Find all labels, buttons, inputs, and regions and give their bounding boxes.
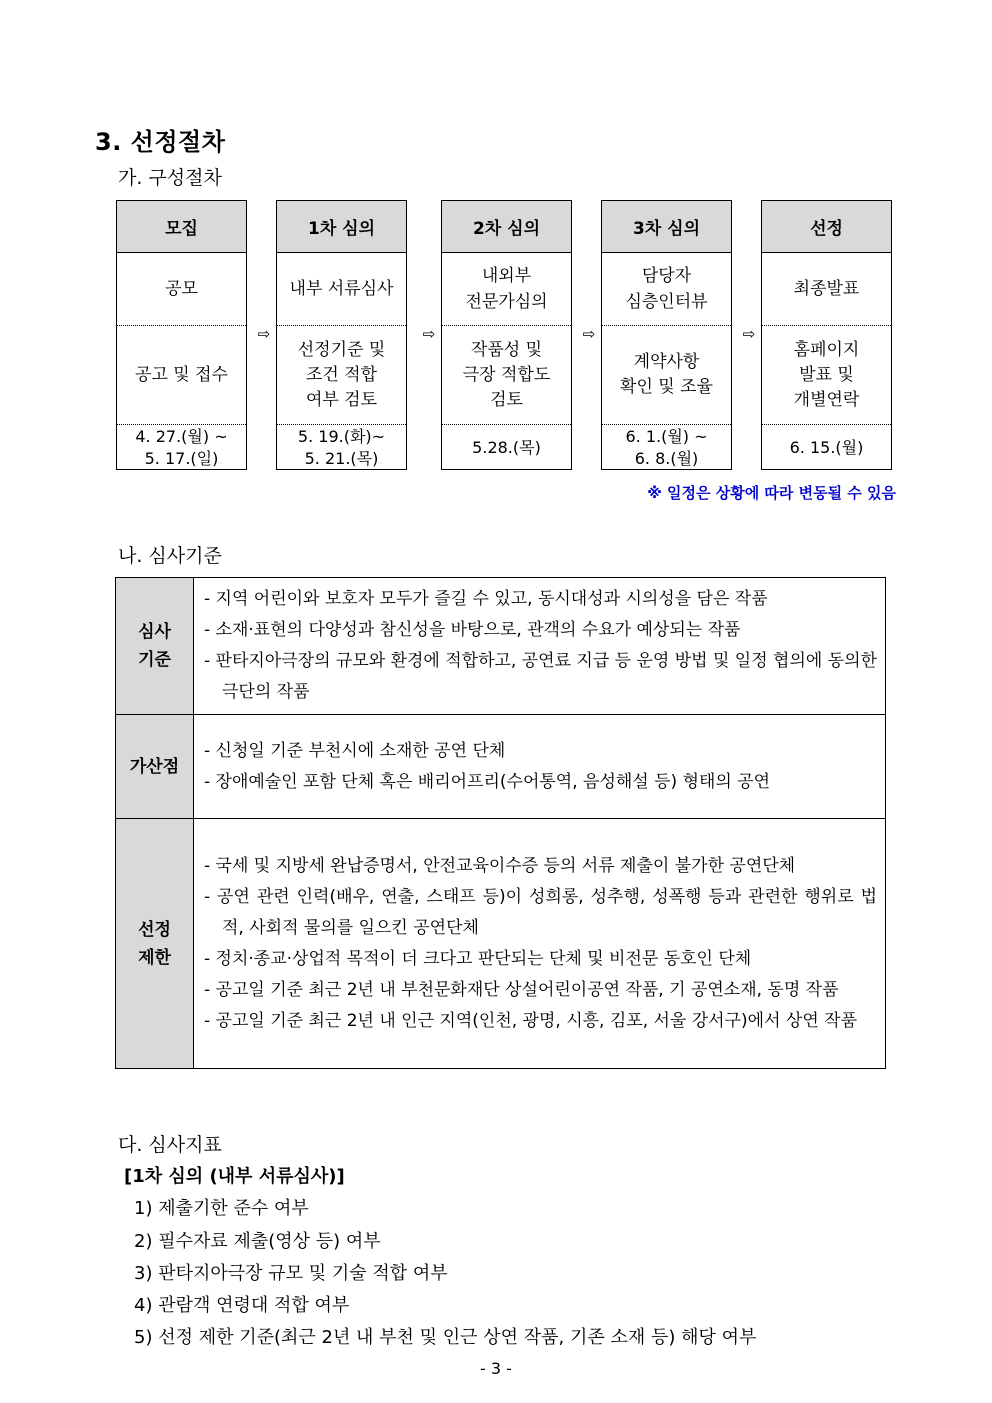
stage-date: 4. 27.(월) ~ 5. 17.(일)	[135, 427, 228, 468]
stage-row1: 최종발표	[762, 253, 891, 326]
criteria-row-restriction	[116, 819, 886, 1069]
stage-date: 5. 19.(화)~ 5. 21.(목)	[297, 427, 386, 468]
stage-row1: 내부 서류심사	[277, 253, 406, 326]
criteria-item: - 공고일 기준 최근 2년 내 인근 지역(인천, 광명, 시흥, 김포, 서울 강서구)에서 상연 작품	[204, 1010, 857, 1031]
arrow-icon: ⇨	[257, 325, 271, 343]
criteria-label: 가산점	[116, 715, 194, 819]
stage-selection	[761, 200, 892, 470]
criteria-item: - 장애예술인 포함 단체 혹은 배리어프리(수어통역, 음성해설 등) 형태의 공연	[204, 771, 771, 792]
sub-heading-indicators: 다. 심사지표	[118, 1134, 222, 1156]
stage-head: 1차 심의	[277, 201, 406, 253]
stage-round3	[601, 200, 732, 470]
criteria-content	[194, 715, 886, 819]
stage-head: 3차 심의	[602, 201, 731, 253]
stage-round2	[441, 200, 572, 470]
indicator-item: 4) 관람객 연령대 적합 여부	[134, 1295, 350, 1316]
sub-heading-procedure: 가. 구성절차	[118, 167, 222, 189]
stage-date: 6. 15.(월)	[789, 438, 864, 457]
criteria-content	[194, 819, 886, 1069]
criteria-item: - 국세 및 지방세 완납증명서, 안전교육이수증 등의 서류 제출이 불가한 공연단체	[204, 855, 796, 876]
stage-row2: 홈페이지 발표 및 개별연락	[762, 326, 891, 425]
stage-row2: 공고 및 접수	[117, 326, 246, 425]
criteria-content	[194, 578, 886, 715]
indicator-item: 1) 제출기한 준수 여부	[134, 1198, 309, 1219]
criteria-row-review	[116, 578, 886, 715]
stage-row1: 공모	[117, 253, 246, 326]
arrow-icon: ⇨	[582, 325, 596, 343]
arrow-icon: ⇨	[742, 325, 756, 343]
stage-head: 선정	[762, 201, 891, 253]
stage-row2: 작품성 및 극장 적합도 검토	[442, 326, 571, 425]
criteria-item: - 신청일 기준 부천시에 소재한 공연 단체	[204, 740, 506, 761]
indicator-item: 2) 필수자료 제출(영상 등) 여부	[134, 1231, 381, 1252]
stage-recruit	[116, 200, 247, 470]
criteria-item: - 공고일 기준 최근 2년 내 부천문화재단 상설어린이공연 작품, 기 공연소재, 동명 작품	[204, 979, 839, 1000]
schedule-note: ※ 일정은 상황에 따라 변동될 수 있음	[647, 484, 896, 502]
stage-row1: 내외부 전문가심의	[442, 253, 571, 326]
page-number: - 3 -	[480, 1359, 512, 1378]
round1-title: [1차 심의 (내부 서류심사)]	[124, 1166, 345, 1187]
stage-head: 모집	[117, 201, 246, 253]
criteria-label: 심사 기준	[116, 578, 194, 715]
stage-row2: 선정기준 및 조건 적합 여부 검토	[277, 326, 406, 425]
criteria-table	[115, 577, 886, 1069]
indicator-item: 3) 판타지아극장 규모 및 기술 적합 여부	[134, 1263, 448, 1284]
criteria-label: 선정 제한	[116, 819, 194, 1069]
stage-row2: 계약사항 확인 및 조율	[602, 326, 731, 425]
criteria-item: - 공연 관련 인력(배우, 연출, 스태프 등)이 성희롱, 성추행, 성폭행 등과 관련한 행위로 법적, 사회적 물의를 일으킨 공연단체	[204, 886, 877, 938]
indicator-item: 5) 선정 제한 기준(최근 2년 내 부천 및 인근 상연 작품, 기존 소재 등) 해당 여부	[134, 1327, 757, 1348]
stage-head: 2차 심의	[442, 201, 571, 253]
criteria-item: - 지역 어린이와 보호자 모두가 즐길 수 있고, 동시대성과 시의성을 담은 작품	[204, 589, 768, 609]
stage-round1	[276, 200, 407, 470]
stage-date: 6. 1.(월) ~ 6. 8.(월)	[625, 427, 708, 468]
criteria-row-bonus	[116, 715, 886, 819]
criteria-item: - 정치·종교·상업적 목적이 더 크다고 판단되는 단체 및 비전문 동호인 단체	[204, 948, 752, 969]
criteria-item: - 판타지아극장의 규모와 환경에 적합하고, 공연료 지급 등 운영 방법 및 일정 협의에 동의한 극단의 작품	[204, 651, 877, 702]
stage-date: 5.28.(목)	[472, 438, 541, 457]
sub-heading-criteria: 나. 심사기준	[118, 545, 222, 567]
section-title: 3. 선정절차	[95, 128, 226, 156]
arrow-icon: ⇨	[422, 325, 436, 343]
stage-row1: 담당자 심층인터뷰	[602, 253, 731, 326]
criteria-item: - 소재·표현의 다양성과 참신성을 바탕으로, 관객의 수요가 예상되는 작품	[204, 620, 741, 640]
